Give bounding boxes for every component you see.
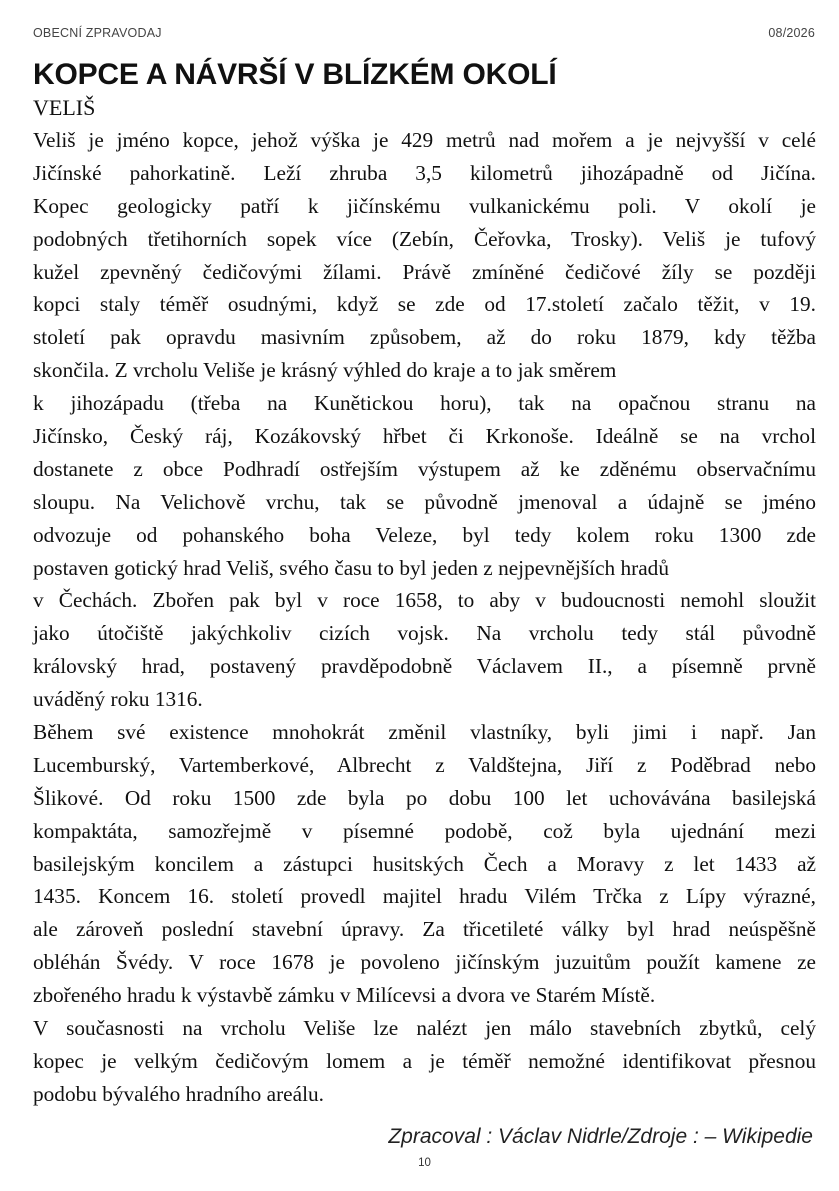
text-line: Šlikové. Od roku 1500 zde byla po dobu 100 let uchovávána basilejská (33, 785, 816, 810)
page-number: 10 (418, 1157, 431, 1169)
text-line: kužel zpevněný čedičovými žílami. Právě zmíněné čedičové žíly se později (33, 259, 816, 284)
text-line: skončila. Z vrcholu Veliše je krásný výhled do kraje a to jak směrem (33, 358, 617, 383)
text-line: jako útočiště jakýchkoliv cizích vojsk. Na vrcholu tedy stál původně (33, 621, 816, 646)
text-line: Veliš je jméno kopce, jehož výška je 429 metrů nad mořem a je nejvyšší v celé (33, 128, 816, 152)
text-line: Jičínské pahorkatině. Leží zhruba 3,5 kilometrů jihozápadně od Jičína. (33, 160, 816, 185)
text-line: kompaktáta, samozřejmě v písemné podobě, což byla ujednání mezi (33, 818, 816, 843)
text-line: obléhán Švédy. V roce 1678 je povoleno jičínským juzuitům použít kamene ze (33, 950, 816, 975)
text-line: uváděný roku 1316. (33, 687, 203, 712)
text-line: 1435. Koncem 16. století provedl majitel hradu Vilém Trčka z Lípy výrazné, (33, 884, 816, 909)
text-line: zbořeného hradu k výstavbě zámku v Milícevsi a dvora ve Starém Místě. (33, 983, 656, 1008)
article-title: KOPCE A NÁVRŠÍ V BLÍZKÉM OKOLÍ (33, 58, 557, 91)
text-line: Během své existence mnohokrát změnil vlastníky, byli jimi i např. Jan (33, 720, 816, 745)
article-body (33, 124, 816, 1111)
text-line: v Čechách. Zbořen pak byl v roce 1658, to aby v budoucnosti nemohl sloužit (33, 588, 816, 613)
text-line: Lucemburský, Vartemberkové, Albrecht z Valdštejna, Jiří z Poděbrad nebo (33, 752, 816, 777)
text-line: století pak opravdu masivním způsobem, až do roku 1879, kdy těžba (33, 325, 816, 350)
article-subtitle: VELIŠ (33, 95, 96, 120)
text-line: královský hrad, postavený pravděpodobně Václavem II., a písemně prvně (33, 654, 816, 679)
issue-number: 08/2026 (768, 26, 815, 40)
text-line: kopci staly téměř osudnými, když se zde od 17.století začalo těžit, v 19. (33, 292, 816, 317)
article-credit: Zpracoval : Václav Nidrle/Zdroje : – Wikipedie (388, 1125, 813, 1148)
text-line: k jihozápadu (třeba na Kunětickou horu), tak na opačnou stranu na (33, 391, 816, 416)
text-line: dostanete z obce Podhradí ostřejším výstupem až ke zděnému observačnímu (33, 456, 816, 481)
text-line: sloupu. Na Velichově vrchu, tak se původně jmenoval a údajně se jméno (33, 489, 816, 514)
publication-name: OBECNÍ ZPRAVODAJ (33, 26, 162, 40)
text-line: Kopec geologicky patří k jičínskému vulkanickému poli. V okolí je (33, 193, 816, 218)
text-line: V současnosti na vrcholu Veliše lze nalézt jen málo stavebních zbytků, celý (33, 1016, 816, 1041)
text-line: podobu bývalého hradního areálu. (33, 1081, 324, 1106)
text-line: odvozuje od pohanského boha Veleze, byl tedy kolem roku 1300 zde (33, 522, 816, 547)
text-line: ale zároveň poslední stavební úpravy. Za třicetileté války byl hrad neúspěšně (33, 917, 816, 942)
text-line: basilejským koncilem a zástupci husitských Čech a Moravy z let 1433 až (33, 851, 816, 876)
text-line: Jičínsko, Český ráj, Kozákovský hřbet či Krkonoše. Ideálně se na vrchol (33, 424, 816, 449)
text-line: podobných třetihorních sopek více (Zebín, Čeřovka, Trosky). Veliš je tufový (33, 226, 816, 251)
text-line: postaven gotický hrad Veliš, svého času to byl jeden z nejpevnějších hradů (33, 555, 669, 580)
text-line: kopec je velkým čedičovým lomem a je téměř nemožné identifikovat přesnou (33, 1048, 816, 1073)
